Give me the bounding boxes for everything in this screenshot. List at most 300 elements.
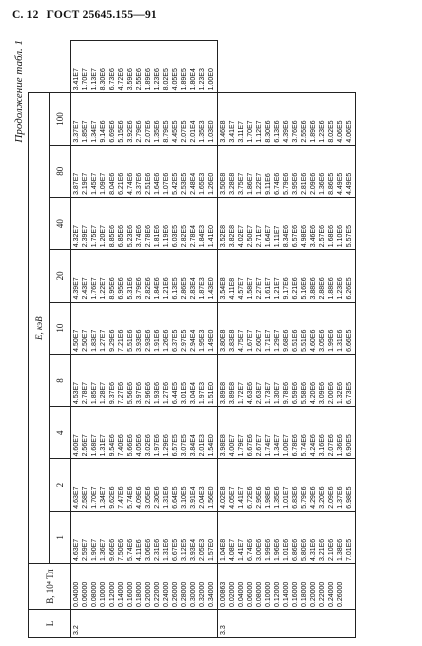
cell-E-80-list [71,145,218,197]
cell-value: 3.01E5 [181,381,188,405]
cell-value: 1.99E6 [328,329,335,352]
cell-value: 2.63E7 [256,381,263,405]
cell-value: 7.47E6 [118,486,125,509]
cell-value: 9.62E6 [109,486,116,509]
cell-value: 3.41E7 [73,68,80,91]
cell-value: 5.79E6 [301,486,308,509]
cell-value: 3.46E8 [220,120,227,143]
cell-value: 1.70E7 [247,120,254,143]
cell-value: 4.11E8 [229,277,236,300]
cell-value: 9.66E6 [109,538,116,561]
cell-value: 5.16E6 [301,277,308,300]
cell-value: 4.39E7 [73,277,80,300]
cell-value: 2.01E3 [199,434,206,457]
cell-value: 1.04E8 [220,538,227,561]
cell-value: 6.59E6 [292,381,299,405]
cell-value: 1.36E6 [337,434,344,457]
cell-value: 0.10000 [100,581,107,607]
cell-E-8-list [71,354,218,406]
cell-value: 1.36E6 [319,172,326,195]
cell-value: 2.78E4 [190,225,197,248]
cell-value: 3.04E4 [190,381,197,405]
cell-value: 6.69E6 [109,120,116,143]
cell-value: 4.02E8 [220,486,227,509]
header-row-energies [50,41,71,638]
cell-value: 2.79E6 [136,120,143,143]
table-row [218,41,356,638]
cell-value: 3.59E6 [127,68,134,91]
energy-header-100: 100 [50,93,71,145]
cell-value: 2.83E4 [190,277,197,300]
cell-value: 7.40E6 [118,434,125,457]
cell-value: 4.31E6 [310,538,317,561]
cell-value: 1.61E7 [265,277,272,300]
cell-value: 4.20E6 [310,381,317,405]
cell-value: 9.17E6 [283,277,290,300]
cell-value: 0.02000 [229,581,236,607]
cell-value: 3.09E6 [319,381,326,405]
energy-header-4: 4 [50,407,71,459]
cell-value: 1.89E5 [181,68,188,91]
cell-value: 0.22000 [319,581,326,607]
cell-value: 1.22E7 [256,172,263,195]
page-number: С. 12 [12,9,39,21]
cell-value: 1.87E3 [199,277,206,300]
cell-value: 6.90E5 [346,434,353,457]
cell-E-undefined-list [71,41,218,93]
cell-value: 5.51E6 [127,329,134,352]
cell-value: 2.50E7 [247,225,254,248]
cell-value: 4.63E7 [73,486,80,509]
cell-value: 3.12E5 [181,538,188,561]
cell-value: 0.26000 [337,581,344,607]
cell-value: 1.64E6 [154,172,161,195]
cell-value: 5.74E6 [127,486,134,509]
cell-value: 0.00863 [220,581,227,607]
cell-value: 3.05E6 [145,486,152,509]
cell-value: 1.31E6 [337,329,344,352]
cell-value: 2.04E3 [199,486,206,509]
cell-value: 5.66E6 [127,434,134,457]
cell-value: 6.21E6 [292,277,299,300]
page-header [12,9,162,21]
cell-value: 1.88E6 [328,277,335,300]
cell-value: 6.37E5 [172,329,179,352]
energy-header-20: 20 [50,250,71,302]
cell-value: 8.95E6 [109,277,116,300]
energy-header-40: 40 [50,197,71,249]
cell-value: 4.29E6 [310,486,317,509]
cell-value: 2.31E6 [154,538,161,561]
cell-value: 1.68E6 [328,225,335,248]
cell-value: 3.82E8 [229,225,236,248]
cell-value: 1.01E6 [283,538,290,561]
cell-value: 1.28E7 [100,381,107,405]
cell-L: 3.3 [218,610,356,638]
cell-value: 3.92E6 [127,120,134,143]
cell-value: 1.12E7 [256,120,263,143]
cell-value: 2.10E6 [328,538,335,561]
cell-value: 2.82E6 [145,277,152,300]
energy-header-2: 2 [50,459,71,511]
cell-value: 1.35E6 [274,486,281,509]
cell-value: 6.85E6 [118,225,125,248]
cell-value: 6.51E6 [292,329,299,352]
cell-value: 2.00E6 [328,381,335,405]
cell-value: 1.36E7 [100,538,107,561]
cell-value: 5.56E6 [127,381,134,405]
cell-value: 1.76E7 [91,277,98,300]
cell-value: 1.93E6 [154,381,161,405]
cell-value: 6.74E6 [274,172,281,195]
cell-value: 1.11E7 [274,225,281,248]
cell-value: 6.64E5 [172,486,179,509]
cell-value: 1.26E0 [208,172,215,195]
cell-value: 3.37E6 [136,172,143,195]
cell-value: 1.29E6 [163,434,170,457]
cell-value: 4.63E6 [247,381,254,405]
cell-value: 1.27E6 [163,381,170,405]
cell-value: 1.29E7 [274,329,281,352]
cell-value: 0.18000 [136,581,143,607]
cell-value: 9.14E6 [100,120,107,143]
cell-value: 6.13E5 [172,277,179,300]
cell-value: 6.66E5 [346,329,353,352]
cell-value: 0.28000 [181,581,188,607]
cell-value: 6.78E6 [292,434,299,457]
cell-value: 4.08E7 [229,538,236,561]
cell-value: 8.04E6 [109,172,116,195]
cell-value: 2.67E7 [256,434,263,457]
cell-value: 9.54E6 [109,434,116,457]
cell-E-40-list [71,197,218,249]
cell-value: 0.04000 [73,581,80,607]
cell-value: 6.57E6 [292,225,299,248]
cell-value: 5.23E6 [127,225,134,248]
cell-value: 3.89E8 [220,381,227,405]
cell-value: 2.27E7 [256,277,263,300]
cell-value: 0.16000 [292,581,299,607]
cell-value: 3.52E8 [220,225,227,248]
cell-value: 0.06000 [82,581,89,607]
cell-value: 3.10E5 [181,486,188,509]
cell-E-40-list [218,197,356,249]
cell-value: 5.58E6 [301,381,308,405]
cell-value: 1.65E3 [199,172,206,195]
cell-value: 0.26000 [172,581,179,607]
cell-value: 2.48E4 [190,172,197,195]
cell-value: 2.09E6 [310,172,317,195]
cell-value: 1.97E3 [199,381,206,405]
cell-value: 4.32E7 [73,225,80,248]
energy-header-8: 8 [50,354,71,406]
cell-value: 5.74E6 [301,434,308,457]
cell-value: 6.98E5 [346,486,353,509]
cell-value: 4.06E5 [346,120,353,143]
cell-value: 3.02E6 [145,434,152,457]
cell-E-1-list [71,511,218,563]
cell-value: 6.26E5 [346,277,353,300]
energy-header-80: 80 [50,145,71,197]
cell-value: 1.67E7 [247,329,254,352]
cell-value: 1.72E7 [238,381,245,405]
cell-value: 2.78E6 [145,225,152,248]
cell-value: 4.60E6 [310,329,317,352]
cell-value: 8.30E6 [100,68,107,91]
cell-value: 0.12000 [274,581,281,607]
cell-L: 3.2 [71,610,218,638]
cell-value: 3.06E6 [145,538,152,561]
cell-value: 2.55E6 [301,120,308,143]
cell-value: 1.10E6 [337,225,344,248]
cell-value: 0.10000 [265,581,272,607]
cell-value: 2.09E6 [328,486,335,509]
cell-value: 4.53E7 [73,381,80,405]
cell-value: 1.23E6 [337,277,344,300]
cell-value: 2.53E5 [181,172,188,195]
cell-value: 3.28E8 [229,172,236,195]
cell-E-8-list [218,354,356,406]
cell-value: 2.81E6 [301,172,308,195]
cell-E-10-list [218,302,356,354]
cell-value: 3.97E6 [136,381,143,405]
cell-value: 2.43E7 [82,277,89,300]
continuation-note: Продолжение табл. 1 [13,40,25,143]
cell-value: 3.21E6 [319,538,326,561]
cell-value: 1.85E7 [82,120,89,143]
cell-E-20-list [71,250,218,302]
cell-value: 1.64E7 [265,225,272,248]
cell-value: 1.86E7 [247,172,254,195]
cell-value: 4.60E7 [73,434,80,457]
cell-value: 9.11E6 [265,173,272,195]
cell-value: 3.88E6 [310,277,317,300]
cell-value: 2.86E5 [181,277,188,300]
cell-value: 3.80E8 [220,329,227,352]
cell-value: 3.75E7 [238,172,245,195]
cell-value: 4.74E6 [127,172,134,195]
cell-value: 1.89E6 [145,68,152,91]
cell-value: 3.84E4 [190,434,197,457]
cell-value: 2.96E6 [145,381,152,405]
cell-value: 2.57E6 [319,225,326,248]
cell-value: 6.86E6 [292,538,299,561]
cell-value: 6.74E6 [247,538,254,561]
cell-value: 1.00E0 [208,68,215,91]
cell-value: 0.06000 [247,581,254,607]
cell-value: 8.79E5 [163,120,170,143]
cell-value: 4.72E6 [118,68,125,91]
col-header-B: B, 10⁴ Тл [29,564,71,610]
cell-value: 1.00E7 [283,434,290,457]
cell-value: 2.78E7 [82,381,89,405]
cell-value: 1.54E0 [208,434,215,457]
cell-value: 1.20E7 [100,225,107,248]
cell-value: 6.73E5 [346,381,353,405]
cell-value: 1.57E0 [208,538,215,561]
cell-value: 2.71E7 [256,225,263,248]
cell-E-2-list [71,459,218,511]
cell-value: 6.72E6 [247,486,254,509]
cell-value: 6.73E6 [109,68,116,91]
header-row-top [29,41,50,638]
cell-value: 1.95E3 [199,329,206,352]
cell-value: 3.91E4 [190,486,197,509]
cell-value: 9.68E6 [283,329,290,352]
cell-E-2-list [218,459,356,511]
cell-value: 1.99E6 [265,538,272,561]
cell-value: 1.89E6 [310,120,317,143]
col-header-L: L [29,610,71,638]
cell-value: 4.09E6 [136,486,143,509]
cell-value: 3.74E6 [136,225,143,248]
cell-value: 0.18000 [301,581,308,607]
cell-E-100-list [71,93,218,145]
cell-value: 3.93E4 [190,538,197,561]
cell-value: 1.27E7 [100,329,107,352]
cell-value: 2.39E7 [82,225,89,248]
cell-value: 4.05E6 [136,434,143,457]
cell-value: 3.95E6 [292,172,299,195]
table-row [71,41,218,638]
cell-value: 0.04000 [238,581,245,607]
cell-value: 3.07E5 [181,434,188,457]
rotated-table [12,38,410,638]
cell-E-4-list [71,407,218,459]
cell-value: 1.21E6 [163,277,170,300]
cell-value: 1.91E6 [154,329,161,352]
cell-value: 8.86E5 [328,172,335,195]
cell-value: 3.20E6 [319,486,326,509]
cell-value: 1.38E6 [337,538,344,561]
cell-B-list [218,564,356,610]
standard-code: ГОСТ 25645.155—91 [46,9,157,21]
cell-value: 1.31E6 [163,538,170,561]
energy-header-1: 1 [50,511,71,563]
cell-value: 3.54E8 [220,277,227,300]
cell-value: 6.67E5 [172,538,179,561]
cell-value: 1.83E7 [91,329,98,352]
cell-value: 1.98E6 [265,486,272,509]
cell-value: 3.11E7 [238,120,245,143]
cell-value: 4.02E7 [238,225,245,248]
cell-value: 1.31E6 [163,486,170,509]
cell-value: 5.80E6 [301,538,308,561]
cell-value: 0.14000 [118,581,125,607]
cell-value: 1.19E6 [163,225,170,248]
cell-value: 0.14000 [283,581,290,607]
cell-E-100-list [218,93,356,145]
cell-value: 3.50E8 [220,172,227,195]
cell-value: 3.89E8 [229,381,236,405]
cell-value: 0.22000 [154,581,161,607]
cell-value: 1.35E6 [154,120,161,143]
cell-value: 6.21E6 [118,172,125,195]
cell-value: 3.79E6 [136,277,143,300]
cell-value: 4.49E5 [337,172,344,195]
cell-value: 1.41E0 [208,225,215,248]
cell-value: 1.07E6 [163,172,170,195]
cell-value: 3.76E6 [292,120,299,143]
cell-value: 5.57E5 [346,225,353,248]
cell-value: 2.01E4 [190,120,197,143]
cell-value: 2.50E7 [82,329,89,352]
cell-value: 2.95E6 [256,486,263,509]
cell-value: 0.24000 [328,581,335,607]
cell-value: 2.88E6 [319,277,326,300]
cell-B-list [71,564,218,610]
cell-value: 1.21E7 [274,277,281,300]
cell-value: 1.84E6 [154,277,161,300]
cell-value: 2.51E6 [145,172,152,195]
cell-value: 3.41E7 [229,120,236,143]
cell-value: 1.58E7 [247,277,254,300]
cell-E-80-list [218,145,356,197]
cell-value: 4.11E6 [136,539,143,561]
cell-value: 6.44E5 [172,381,179,405]
cell-value: 5.74E6 [127,538,134,561]
cell-value: 4.98E6 [301,225,308,248]
cell-value: 4.39E6 [283,120,290,143]
cell-value: 2.58E7 [82,486,89,509]
cell-value: 4.24E6 [310,434,317,457]
cell-value: 8.02E5 [328,120,335,143]
cell-value: 8.30E6 [265,120,272,143]
cell-value: 6.95E6 [118,277,125,300]
cell-value: 1.73E7 [265,381,272,405]
cell-value: 4.57E7 [238,277,245,300]
cell-value: 2.82E5 [181,225,188,248]
cell-value: 4.05E5 [172,68,179,91]
cell-value: 2.07E6 [145,120,152,143]
cell-value: 1.22E7 [100,277,107,300]
cell-value: 2.59E7 [82,538,89,561]
cell-value: 9.78E6 [283,381,290,405]
cell-value: 2.56E7 [82,434,89,457]
cell-value: 2.30E6 [154,486,161,509]
cell-value: 1.37E6 [337,486,344,509]
cell-value: 3.05E6 [319,329,326,352]
cell-value: 0.34000 [208,581,215,607]
cell-value: 4.45E5 [172,120,179,143]
cell-value: 8.02E5 [163,68,170,91]
cell-value: 1.90E7 [91,538,98,561]
cell-value: 1.97E6 [154,434,161,457]
cell-value: 1.68E7 [91,434,98,457]
cell-value: 7.21E6 [118,329,125,352]
cell-value: 1.71E7 [265,329,272,352]
cell-value: 7.50E6 [118,538,125,561]
cell-value: 4.06E5 [337,120,344,143]
cell-value: 3.46E6 [310,225,317,248]
cell-value: 1.56E0 [208,486,215,509]
cell-value: 2.93E6 [145,329,152,352]
cell-value: 2.60E7 [256,329,263,352]
cell-value: 4.49E5 [346,172,353,195]
cell-E-4-list [218,407,356,459]
cell-value: 6.83E6 [292,486,299,509]
rotated-table-container [12,38,410,638]
cell-value: 6.67E6 [247,434,254,457]
cell-value: 4.75E7 [238,329,245,352]
cell-value: 0.24000 [163,581,170,607]
cell-value: 3.16E6 [319,434,326,457]
cell-value: 1.81E6 [154,225,161,248]
cell-value: 1.01E7 [283,486,290,509]
cell-value: 2.55E6 [136,68,143,91]
cell-value: 6.03E5 [172,225,179,248]
cell-value: 6.13E6 [274,120,281,143]
